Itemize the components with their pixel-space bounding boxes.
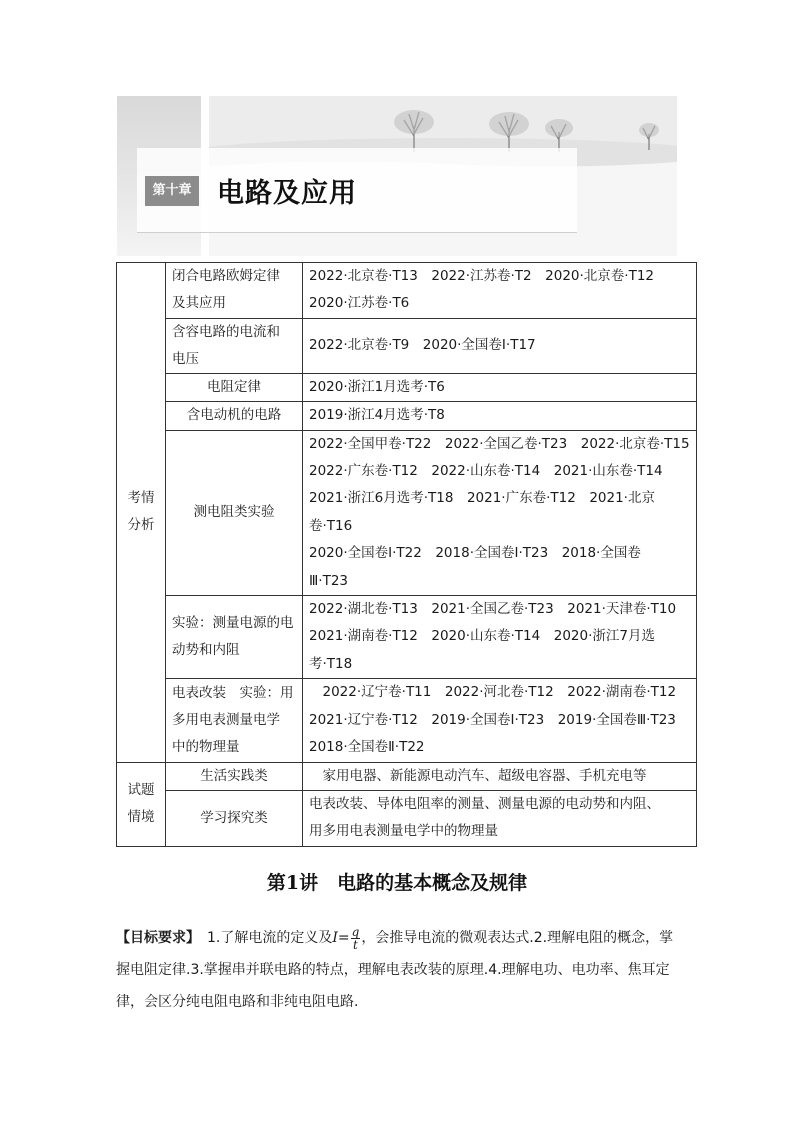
detail-cell: 2020·浙江1月选考·T6 [303,373,697,401]
formula-denominator: t [353,937,358,952]
table-row [117,263,697,319]
topic-cell: 学习探究类 [166,790,303,846]
detail-cell: 2019·浙江4月选考·T8 [303,402,697,430]
detail-cell: 2022·湖北卷·T13 2021·全国乙卷·T23 2021·天津卷·T10 2021·湖南卷·T12 2020·山东卷·T14 2020·浙江7月选 考·T18 [303,596,697,679]
exam-analysis-table [116,262,697,847]
topic-cell: 测电阻类实验 [166,430,303,595]
lesson-title: 第1讲 电路的基本概念及规律 [266,872,528,894]
detail-cell: 2022·全国甲卷·T22 2022·全国乙卷·T23 2022·北京卷·T15 2022·广东卷·T12 2022·山东卷·T14 2021·山东卷·T14 2021·浙江6月选考·T18 2021·广东卷·T12 2021·北京 卷·T16 2020·全国卷Ⅰ·T22 2018·全国卷Ⅰ·T23 2018·全国卷 Ⅲ·T23 [303,430,697,595]
objective-text-2: ，会推导电流的微观表达式.2.理解电阻的概念，掌握电阻定律.3.掌握串并联电路的特点，理解电表改装的原理.4.理解电功、电功率、焦耳定律，会区分纯电阻电路和非纯电阻电路. [116,930,674,1010]
topic-cell: 生活实践类 [166,762,303,790]
topic-cell: 含电动机的电路 [166,402,303,430]
formula-numerator: q [351,924,360,939]
table-row [117,373,697,401]
formula-current-symbol: I [332,930,338,946]
chapter-badge: 第十章 [145,176,199,206]
topic-cell: 含容电路的电流和 电压 [166,318,303,373]
formula-fraction [351,926,361,951]
detail-cell: 2022·辽宁卷·T11 2022·河北卷·T12 2022·湖南卷·T12 2021·辽宁卷·T12 2019·全国卷Ⅰ·T23 2019·全国卷Ⅲ·T23 2018·全国卷Ⅱ·T22 [303,679,697,762]
table-row [117,762,697,790]
topic-cell: 闭合电路欧姆定律 及其应用 [166,263,303,319]
category-cell-analysis: 考情 分析 [117,263,166,763]
topic-cell: 电阻定律 [166,373,303,401]
chapter-title: 电路及应用 [217,178,357,209]
table-row [117,318,697,373]
detail-cell: 家用电器、新能源电动汽车、超级电容器、手机充电等 [303,762,697,790]
detail-cell: 2022·北京卷·T9 2020·全国卷Ⅰ·T17 [303,318,697,373]
objective-label: 【目标要求】 [116,930,193,946]
table-row [117,679,697,762]
table-row [117,790,697,846]
table-row [117,596,697,679]
topic-cell: 实验：测量电源的电 动势和内阻 [166,596,303,679]
topic-cell: 电表改装 实验：用 多用电表测量电学 中的物理量 [166,679,303,762]
detail-cell: 电表改装、导体电阻率的测量、测量电源的电动势和内阻、 用多用电表测量电学中的物理量 [303,790,697,846]
objective-paragraph [116,922,678,1018]
banner-title-panel [137,148,577,233]
objective-text-1: 1.了解电流的定义及 [193,930,333,946]
formula-equals: = [337,930,350,946]
table-row [117,430,697,595]
chapter-banner [117,96,677,256]
detail-cell: 2022·北京卷·T13 2022·江苏卷·T2 2020·北京卷·T12 2020·江苏卷·T6 [303,263,697,319]
table-row [117,402,697,430]
category-cell-situation: 试题 情境 [117,762,166,846]
